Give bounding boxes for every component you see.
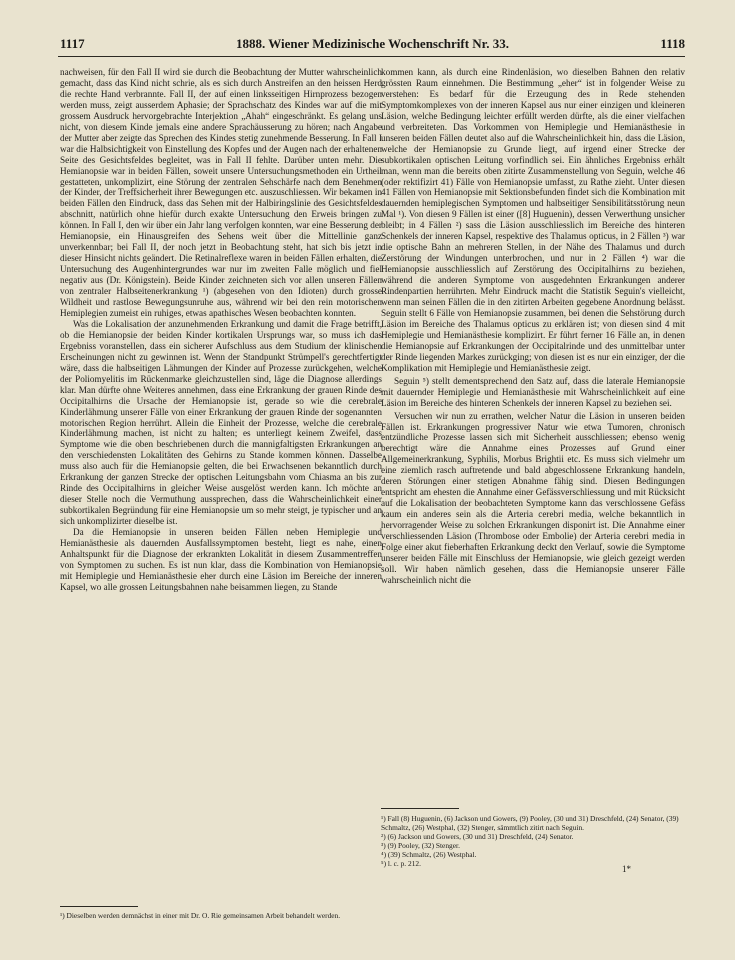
running-header	[60, 36, 685, 56]
header-rule	[58, 56, 685, 57]
footnotes-right	[381, 814, 685, 868]
right-column	[381, 67, 685, 586]
right-paragraph-1: kommen kann, als durch eine Rindenläsion, wo dieselben Bahnen den relativ grössten Raum einnehmen. Die Bestimmung „eher“ ist in folgender Weise zu verstehen: Es bedarf für die Erzeugung des in Rede stehenden Symptomkomplexes von der inneren Kapsel aus nur einer einzigen und kleineren Läsion, welche Bedingung leichter erfüllt werden dürfte, als die einer vielfachen und verbreiteten. Das Vorkommen von Hemiplegie und Hemianästhesie in unseren beiden Fällen deutet also auf die Wahrscheinlichkeit hin, dass die Läsion, welche der Hemianopsie zu Grunde liegt, auf irgend einer Strecke der subkortikalen optischen Leitung vorfindlich sei. Ein ähnliches Ergebniss erhält man, wenn man die bereits oben zitirte Zusammenstellung von Seguin, welche 46 (oder rektifizirt 41) Fälle von Hemianopsie umfasst, zu Rathe zieht. Unter diesen 41 Fällen von Hemianopsie mit Sektionsbefunden findet sich die Kombination mit dauernden hemiplegischen Symptomen und halbseitiger Sensibilitätsstörung neun Mal ¹). Von diesen 9 Fällen ist einer ([8] Huguenin), dessen Verwerthung unsicher bleibt; in 4 Fällen ²) sass die Läsion ausschliesslich im Bereiche des hinteren Schenkels der inneren Kapsel, respektive des Thalamus opticus, in 2 Fällen ³) war die optische Bahn an mehreren Stellen, in der Nähe des Thalamus und durch Zerstörung der Windungen unterbrochen, und nur in 2 Fällen ⁴) war die Hemianopsie ausschliesslich auf Zerstörung des Occipitalhirns zu beziehen, während die anderen Symptome von ausgedehnten Erkrankungen anderer Rindenpartien herrührten. Mehr Eindruck macht die Statistik Seguin's vielleicht, wenn man seinen Fällen die in den zitirten Arbeiten gegebene Anordnung belässt. Seguin stellt 6 Fälle von Hemianopsie zusammen, bei denen die Sehstörung durch Läsion im Bereiche des Thalamus opticus zu erklären ist; von diesen sind 4 mit Hemiplegie und Hemianästhesie komplizirt. Er führt ferner 16 Fälle an, in denen die Hemianopsie auf Erkrankungen der Occipitalrinde und des unmittelbar unter der Rinde liegenden Markes zurückging; von diesen ist es nur ein einziger, der die Komplikation mit Hemiplegie und Hemianästhesie zeigt.	[381, 67, 685, 373]
footnote-4: ⁴) (39) Schmaltz, (26) Westphal.	[381, 850, 477, 859]
right-paragraph-3: Versuchen wir nun zu errathen, welcher Natur die Läsion in unseren beiden Fällen ist. Erkrankungen progressiver Natur wie etwa Tumoren, chronisch entzündliche Prozesse lassen sich mit Sicherheit ausschliessen; ebenso wenig berechtigt wäre die Annahme eines Prozesses auf Grund einer Allgemeinerkrankung, Syphilis, Morbus Brightii etc. Es muss sich vielmehr um eine ziemlich rasch auftretende und bald abgeschlossene Erkrankung handeln, deren Störungen einer stetigen Abnahme fähig sind. Diesen Bedingungen entspricht am ehesten die Annahme einer Gefässverschliessung und mit Rücksicht auf die Lokalisation der beobachteten Symptome kann das verschlossene Gefäss kaum ein anderes sein als die Arteria cerebri media, welche bekanntlich in hervorragender Weise zu solchen Erkrankungen disponirt ist. Die Annahme einer verschliessenden Läsion (Thrombose oder Embolie) der Arteria cerebri media in Folge einer akut fieberhaften Erkrankung deckt den Verlauf, sowie die Symptome unserer beiden Fälle mit Einschluss der Hemianopsie, wie gleich gezeigt werden soll. Wir haben nämlich gesehen, dass die Hemianopsie unserer Fälle wahrscheinlich nicht die	[381, 410, 685, 585]
left-column	[60, 67, 382, 593]
footnote-1: ¹) Fall (8) Huguenin, (6) Jackson und Gowers, (9) Pooley, (30 und 31) Dreschfeld, (24) Senator, (39) Schmaltz, (26) Westphal, (32) Stenger, sämmtlich zitirt nach Seguin.	[381, 814, 679, 832]
journal-title: 1888. Wiener Medizinische Wochenschrift Nr. 33.	[236, 36, 509, 51]
right-paragraph-2: Seguin ⁵) stellt dementsprechend den Satz auf, dass die laterale Hemianopsie mit dauernder Hemiplegie und Hemianästhesie mit Wahrscheinlichkeit auf eine Läsion im Bereiche des hinteren Schenkels der inneren Kapsel zu beziehen sei.	[381, 375, 685, 408]
left-paragraph-2: Was die Lokalisation der anzunehmenden Erkrankung und damit die Frage betrifft, ob die Hemianopsie der beiden Kinder kortikalen Ursprungs war, so muss ich das Ergebniss voranstellen, dass ein sicherer Aufschluss aus dem Studium der klinischen Erscheinungen nicht zu gewinnen ist. Wenn der Standpunkt Strümpell's gerechtfertigt wäre, dass die halbseitigen Lähmungen der Kinder auf Prozesse zurückgehen, welche der Poliomyelitis im Rückenmarke gleichzustellen sind, läge die Diagnose allerdings klar. Man dürfte ohne Weiteres annehmen, dass eine Erkrankung der grauen Rinde des Occipitalhirns die Ursache der Hemianopsie ist, gerade so wie die cerebrale Kinderlähmung unserer Fälle von einer Erkrankung der grauen Rinde der sogenannten motorischen Region herrührt. Allein die Einheit der Prozesse, welche die cerebrale Kinderlähmung machen, ist nicht zu halten; es unterliegt keinem Zweifel, dass Symptome wie die oben beschriebenen durch die mannigfaltigsten Erkrankungen an den verschiedensten Lokalitäten des Gehirns zu Stande kommen können. Dasselbe muss also auch für die Hemianopsie gelten, die bei Erwachsenen bekanntlich durch Erkrankung der ganzen Strecke der optischen Leitungsbahn vom Chiasma an bis zur Rinde des Occipitalhirns in gleicher Weise ausgelöst werden kann. Ich möchte an dieser Stelle noch die Vermuthung aussprechen, dass die Wahrscheinlichkeit einer subkortikalen Begründung für eine Hemianopsie um so mehr steigt, je typischer und an sich unkomplizirter dieselbe ist.	[60, 318, 382, 527]
footnote-5: ⁵) l. c. p. 212.	[381, 859, 421, 868]
page-number-left: 1117	[60, 36, 85, 51]
footnote-left: ¹) Dieselben werden demnächst in einer mit Dr. O. Rie gemeinsamen Arbeit behandelt werden.	[60, 911, 341, 920]
left-paragraph-1: nachweisen, für den Fall II wird sie durch die Beobachtung der Mutter wahrscheinlich gemacht, dass das Kind nicht schrie, als es sich durch Anstreifen an den heissen Herd die rechte Hand verbrannte. Fall II, der auf einen linksseitigen Hirnprozess bezogen werden muss, zeigt ausserdem Aphasie; der Sprachschatz des Kindes war auf die mit grossem Ausdruck hervorgebrachte Interjektion „Ahah“ eingeschränkt. Es gelang uns nicht, von diesem Kinde jemals eine andere Sprachäusserung zu hören; nach Angabe der Mutter aber zeigte das Sprechen des Kindes stetig zunehmende Besserung. In Fall I war die Halbsichtigkeit von Einstellung des Kopfes und der Augen nach der erhaltenen Seite des Gesichtsfeldes begleitet, was in Fall II fehlte. Darüber unten mehr. Die Hemianopsie war in beiden Fällen, soweit unsere Untersuchungsmethoden ein Urtheil gestatteten, unkomplizirt, eine Störung der zentralen Sehschärfe nach dem Benehmen der Kinder, der Treffsicherheit ihrer Bewegungen etc. auszuschliessen. Wir bekamen in beiden Fällen den Eindruck, dass das Sehen mit der Halbiringslinie des Gesichtsfeldes abschnitt, natürlich ohne hiefür durch exakte Untersuchung den Erweis bringen zu können. In Fall I, den wir über ein Jahr lang verfolgen konnten, war eine Besserung der Hemianopsie, ein Hinausgreifen des Sehens weit über die Mittellinie ganz unverkennbar; bei Fall II, der noch jetzt in Beobachtung steht, hat sich bis jetzt in dieser Hinsicht nichts geändert. Die Retinalreflexe waren in beiden Fällen erhalten, die Untersuchung des Augenhintergrundes war nur im zweiten Falle möglich und fiel negativ aus (Dr. Königstein). Beide Kinder zeichneten sich vor allen unseren Fällen von zentraler Halbseitenerkrankung ¹) (abgesehen von den Idioten) durch grosse Wildheit und rastlose Bewegungsunruhe aus, während wir bei den rein motorischen Hemiplegien zumeist ein ruhiges, etwas apathisches Wesen beobachten konnten.	[60, 67, 382, 318]
left-paragraph-3: Da die Hemianopsie in unseren beiden Fällen neben Hemiplegie und Hemianästhesie als dauernden Ausfallssymptomen besteht, liegt es nahe, einen Anhaltspunkt für die Diagnose der erkrankten Lokalität in diesem Zusammentreffen von Symptomen zu suchen. Es ist nun klar, dass die Kombination von Hemianopsie mit Hemiplegie und Hemianästhesie eher durch eine Läsion im Bereiche der inneren Kapsel, wo alle grossen Leitungsbahnen nahe beisammen liegen, zu Stande	[60, 527, 382, 592]
footnote-rule-right	[381, 808, 459, 809]
footnote-2: ²) (6) Jackson und Gowers, (30 und 31) Dreschfeld, (24) Senator.	[381, 832, 574, 841]
footnote-rule-left	[60, 906, 138, 907]
signature-mark: 1*	[622, 864, 631, 874]
footnote-3: ³) (9) Pooley, (32) Stenger.	[381, 841, 460, 850]
page-number-right: 1118	[660, 36, 685, 51]
